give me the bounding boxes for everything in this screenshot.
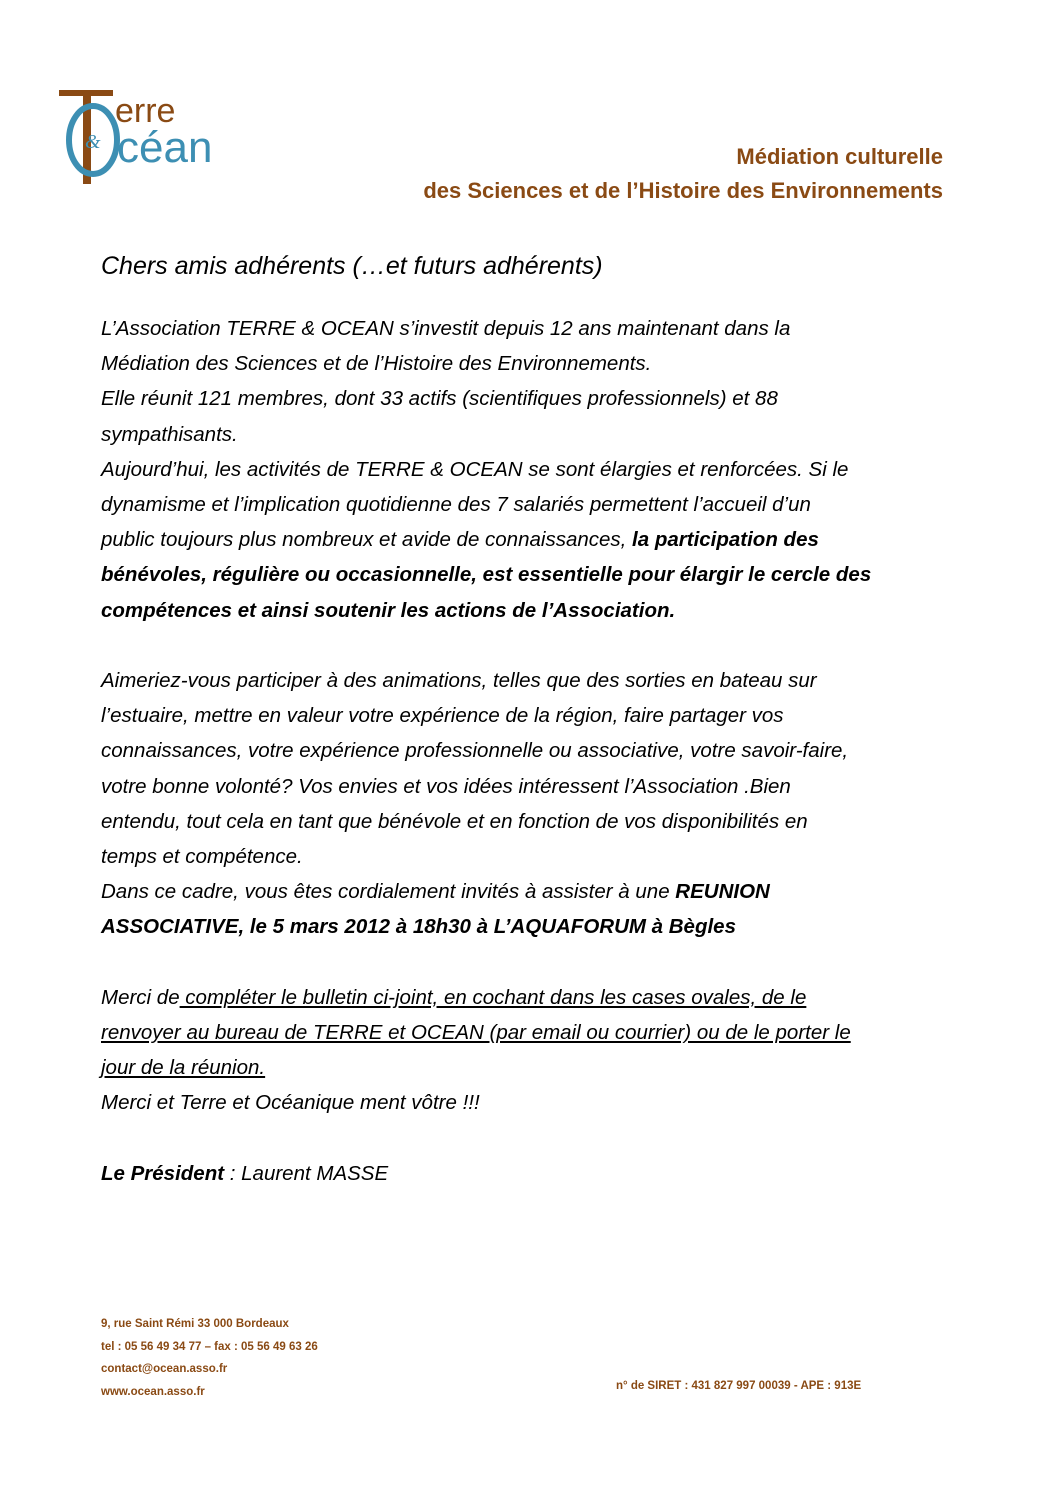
letter-body bbox=[101, 311, 931, 1191]
logo-terre-text: erre bbox=[115, 92, 176, 130]
p3-line-underlined: renvoyer au bureau de TERRE et OCEAN (par email ou courrier) ou de le porter le bbox=[101, 1021, 851, 1045]
logo-ampersand-text: & bbox=[85, 131, 101, 153]
p1-line: Médiation des Sciences et de l’Histoire des Environnements. bbox=[101, 352, 652, 376]
p3-line bbox=[101, 1050, 931, 1085]
meeting-details: ASSOCIATIVE, le 5 mars 2012 à 18h30 à L’AQUAFORUM à Bègles bbox=[101, 915, 736, 939]
footer-contact bbox=[101, 1313, 318, 1403]
p3-line3-underlined: jour de la réunion. bbox=[101, 1056, 266, 1080]
header-tagline bbox=[423, 140, 943, 208]
p2-line: temps et compétence. bbox=[101, 845, 303, 869]
header-line-2: des Sciences et de l’Histoire des Environnements bbox=[423, 178, 943, 203]
p2-line: Aimeriez-vous participer à des animations, telles que des sorties en bateau sur bbox=[101, 669, 817, 693]
p1-line-bold: bénévoles, régulière ou occasionnelle, est essentielle pour élargir le cercle des bbox=[101, 563, 872, 587]
signature-separator: : bbox=[224, 1161, 242, 1185]
p3-line1-plain: Merci de bbox=[101, 985, 180, 1009]
p1-line: dynamisme et l’implication quotidienne des 7 salariés permettent l’accueil d’un bbox=[101, 493, 811, 517]
footer-address: 9, rue Saint Rémi 33 000 Bordeaux bbox=[101, 1318, 289, 1330]
p1-line7-plain: public toujours plus nombreux et avide de connaissances, bbox=[101, 528, 633, 552]
footer-phone: tel : 05 56 49 34 77 – fax : 05 56 49 63 26 bbox=[101, 1340, 318, 1353]
p1-line-bold: compétences et ainsi soutenir les actions de l’Association. bbox=[101, 598, 676, 622]
signature bbox=[101, 1156, 931, 1191]
footer-website: www.ocean.asso.fr bbox=[101, 1385, 205, 1398]
p1-line: Elle réunit 121 membres, dont 33 actifs (scientifiques professionnels) et 88 bbox=[101, 387, 778, 411]
footer-siret: n° de SIRET : 431 827 997 00039 - APE : 913E bbox=[616, 1380, 862, 1392]
p2-line: connaissances, votre expérience professionnelle ou associative, votre savoir-faire, bbox=[101, 739, 849, 763]
p3-line: Merci et Terre et Océanique ment vôtre !!! bbox=[101, 1091, 480, 1115]
p3-line bbox=[101, 980, 931, 1015]
logo-ocean-text: céan bbox=[117, 123, 213, 172]
meeting-title: REUNION bbox=[675, 880, 770, 904]
signature-name: Laurent MASSE bbox=[241, 1161, 389, 1185]
p2-line: votre bonne volonté? Vos envies et vos idées intéressent l’Association .Bien bbox=[101, 774, 791, 798]
p2-line: entendu, tout cela en tant que bénévole et en fonction de vos disponibilités en bbox=[101, 809, 808, 833]
p2-line7-plain: Dans ce cadre, vous êtes cordialement invités à assister à une bbox=[101, 880, 676, 904]
header-line-1: Médiation culturelle bbox=[736, 144, 943, 169]
greeting-heading: Chers amis adhérents (…et futurs adhérents) bbox=[101, 252, 603, 280]
p1-line: L’Association TERRE & OCEAN s’investit depuis 12 ans maintenant dans la bbox=[101, 317, 791, 340]
p1-line: sympathisants. bbox=[101, 422, 238, 446]
terre-ocean-logo bbox=[55, 82, 285, 192]
signature-label: Le Président bbox=[101, 1161, 225, 1185]
p1-line: Aujourd’hui, les activités de TERRE & OCEAN se sont élargies et renforcées. Si le bbox=[101, 457, 849, 481]
p2-line: l’estuaire, mettre en valeur votre expérience de la région, faire partager vos bbox=[101, 704, 784, 728]
p2-line bbox=[101, 874, 931, 909]
footer-email: contact@ocean.asso.fr bbox=[101, 1363, 228, 1375]
logo-graphic bbox=[55, 82, 285, 192]
p3-line1-underlined: compléter le bulletin ci-joint, en cochant dans les cases ovales, de le bbox=[179, 985, 807, 1009]
p1-line bbox=[101, 522, 931, 557]
p1-line7-bold: la participation des bbox=[632, 528, 819, 552]
